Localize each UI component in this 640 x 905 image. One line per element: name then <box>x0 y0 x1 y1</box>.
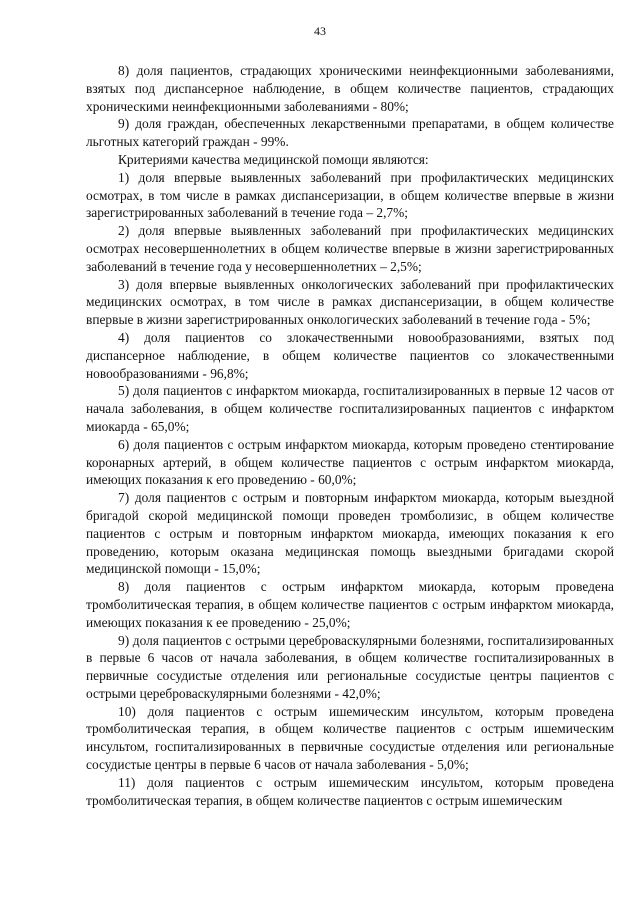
section-heading: Критериями качества медицинской помощи являются: <box>118 151 429 167</box>
paragraph: 4) доля пациентов со злокачественными новообразованиями, взятых под диспансерное наблюдение, в общем количестве пациентов со злокачественными новообразованиями - 96,8%; <box>86 329 614 381</box>
paragraph: 3) доля впервые выявленных онкологических заболеваний при профилактических медицинских осмотрах, в том числе в рамках диспансеризации, в общем количестве впервые в жизни зарегистрированных онкологических заболеваний в течение года - 5%; <box>86 276 614 328</box>
page-number: 43 <box>314 24 326 38</box>
paragraph: 10) доля пациентов с острым ишемическим инсультом, которым проведена тромболитическая терапия, в общем количестве пациентов с острым ишемическим инсультом, госпитализированных в первичные сосудистые отделения или региональные сосудистые центры в первые 6 часов от начала заболевания - 5,0%; <box>86 703 614 773</box>
paragraph: 9) доля граждан, обеспеченных лекарственными препаратами, в общем количестве льготных категорий граждан - 99%. <box>86 116 614 150</box>
document-body <box>86 62 614 809</box>
paragraph: 8) доля пациентов с острым инфарктом миокарда, которым проведена тромболитическая терапия, в общем количестве пациентов с острым инфарктом миокарда, имеющих показания к ее проведению - 25,0%; <box>86 579 614 630</box>
paragraph: 11) доля пациентов с острым ишемическим инсультом, которым проведена тромболитическая терапия, в общем количестве пациентов с острым ишемическим <box>86 774 614 808</box>
paragraph: 1) доля впервые выявленных заболеваний при профилактических медицинских осмотрах, в том числе в рамках диспансеризации, в общем количестве впервые в жизни зарегистрированных заболеваний в течение года – 2,7%; <box>86 169 614 221</box>
paragraph: 2) доля впервые выявленных заболеваний при профилактических медицинских осмотрах несовершеннолетних в общем количестве впервые в жизни зарегистрированных заболеваний в течение года у несовершеннолетних – 2,5%; <box>86 223 614 274</box>
paragraph: 8) доля пациентов, страдающих хроническими неинфекционными заболеваниями, взятых под диспансерное наблюдение, в общем количестве пациентов, страдающих хроническими неинфекционными заболеваниями - 80%; <box>86 63 614 114</box>
paragraph: 9) доля пациентов с острыми цереброваскулярными болезнями, госпитализированных в первые 6 часов от начала заболевания, в общем количестве госпитализированных в первичные сосудистые отделения или региональные сосудистые центры пациентов с острыми цереброваскулярными болезнями - 42,0%; <box>86 632 614 701</box>
paragraph: 5) доля пациентов с инфарктом миокарда, госпитализированных в первые 12 часов от начала заболевания, в общем количестве госпитализированных пациентов с инфарктом миокарда - 65,0%; <box>86 383 614 434</box>
paragraph: 7) доля пациентов с острым и повторным инфарктом миокарда, которым выездной бригадой скорой медицинской помощи проведен тромболизис, в общем количестве пациентов с острым и повторным инфарктом миокарда, имеющих показания к его проведению, которым оказана медицинская помощь выездными бригадами скорой медицинской помощи - 15,0%; <box>86 490 614 577</box>
paragraph: 6) доля пациентов с острым инфарктом миокарда, которым проведено стентирование коронарных артерий, в общем количестве пациентов с острым инфарктом миокарда, имеющих показания к его проведению - 60,0%; <box>86 436 614 488</box>
